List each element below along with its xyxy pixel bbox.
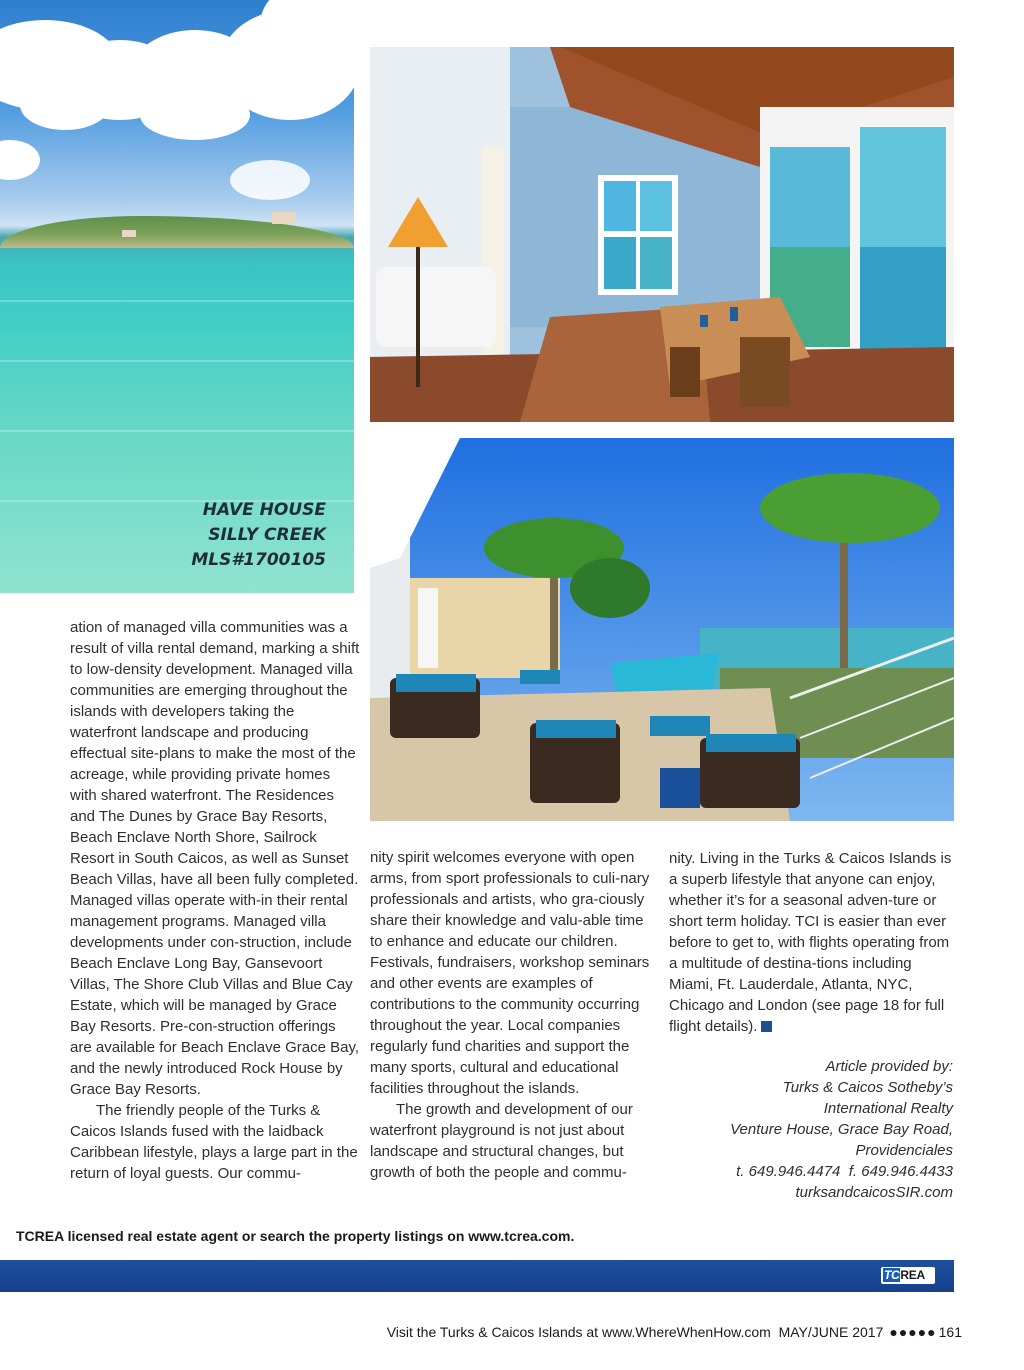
caption-line: HAVE HOUSE	[202, 500, 326, 520]
article-paragraph: ation of managed villa communities was a result of villa rental demand, marking a shift to low-density development. Managed villa communities are emerging throughout the islands with developers taking the waterfront landscape and producing effectual site-plans to make the most of the acreage, while providing private homes with shared waterfront. The Residences and The Dunes by Grace Bay Resorts, Beach Enclave North Shore, Sailrock Resort in South Caicos, as well as Sunset Beach Villas, have all been fully completed. Managed villas operate with-in their rental management programs. Managed villa developments under con-struction, include Beach Enclave Long Bay, Gansevoort Villas, The Shore Club Villas and Blue Cay Estate, which will be managed by Grace Bay Resorts. Pre-con-struction offerings are available for Beach Enclave Grace Bay, and the newly introduced Rock House by Grace Bay Resorts.	[70, 619, 360, 1098]
credit-line: turksandcaicosSIR.com	[795, 1184, 953, 1201]
logo-tc: TC	[884, 1268, 900, 1282]
photo-caption	[66, 498, 326, 573]
article-credit	[640, 1056, 953, 1203]
caption-line: MLS#1700105	[191, 550, 326, 570]
page-footer	[387, 1324, 962, 1340]
logo-rea: REA	[900, 1268, 925, 1282]
interior-photo	[370, 47, 954, 422]
article-paragraph: nity spirit welcomes everyone with open arms, from sport professionals to culi-nary professionals and artists, who gra-ciously share their knowledge and valu-able time to enhance and educate our children. Festivals, fundraisers, workshop seminars and other events are examples of contributions to the community occurring throughout the year. Local companies regularly fund charities and support the many sports, cultural and educational facilities throughout the islands.	[370, 849, 650, 1097]
footer-bar	[0, 1260, 954, 1292]
footer-text: Visit the Turks & Caicos Islands at www.WhereWhenHow.com MAY/JUNE 2017	[386, 1324, 884, 1340]
article-column-1	[70, 617, 360, 1184]
credit-line: Venture House, Grace Bay Road,	[730, 1121, 953, 1138]
article-paragraph	[669, 848, 959, 1037]
end-mark-icon	[761, 1021, 772, 1032]
caption-line: SILLY CREEK	[208, 525, 326, 545]
page-number: 161	[938, 1324, 962, 1340]
article-paragraph-text: nity. Living in the Turks & Caicos Islands is a superb lifestyle that anyone can enjoy, whether it’s for a seasonal adven-ture or short term holiday. TCI is easier than ever before to get to, with flights operating from a multitude of destina-tions including Miami, Ft. Lauderdale, Atlanta, NYC, Chicago and London (see page 18 for full flight details).	[669, 850, 952, 1035]
patio-photo	[370, 438, 954, 821]
tcrea-logo	[881, 1267, 935, 1284]
footer-dots: ●●●●●	[889, 1324, 937, 1340]
article-column-2	[370, 847, 658, 1183]
credit-line: International Realty	[823, 1100, 953, 1117]
tcrea-notice: TCREA licensed real estate agent or search the property listings on www.tcrea.com.	[16, 1228, 575, 1244]
credit-line: t. 649.946.4474 f. 649.946.4433	[736, 1163, 953, 1180]
article-column-3	[669, 848, 959, 1037]
sea-photo	[0, 0, 354, 593]
article-paragraph: The friendly people of the Turks & Caicos Islands fused with the laidback Caribbean lifestyle, plays a large part in the return of loyal guests. Our commu-	[70, 1102, 358, 1182]
credit-line: Turks & Caicos Sotheby’s	[782, 1079, 953, 1096]
credit-line: Article provided by:	[825, 1058, 953, 1075]
article-paragraph: The growth and development of our waterfront playground is not just about landscape and structural changes, but growth of both the people and commu-	[370, 1101, 633, 1181]
credit-line: Providenciales	[855, 1142, 953, 1159]
